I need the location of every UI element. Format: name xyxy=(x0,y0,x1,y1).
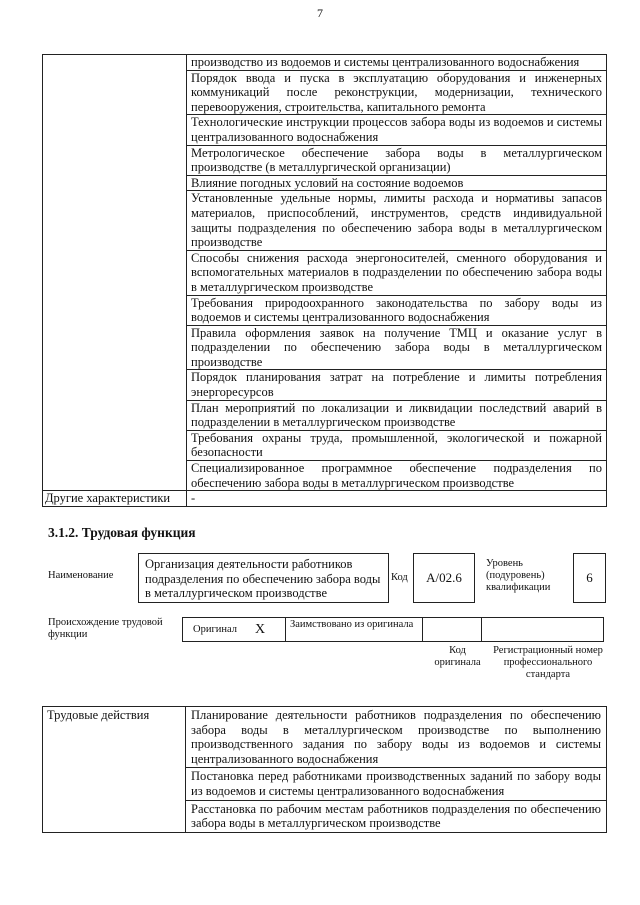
origin-borrowed-cell: Заимствовано из оригинала xyxy=(285,617,423,642)
code-label: Код xyxy=(391,572,408,583)
table-row: производство из водоемов и системы централизованного водоснабжения xyxy=(187,55,607,71)
other-characteristics-value: - xyxy=(187,491,607,507)
table-row: Специализированное программное обеспечение подразделения по обеспечению забора воды в металлургическом производстве xyxy=(187,461,607,491)
qualification-level-label: Уровень (подуровень) квалификации xyxy=(486,558,551,593)
original-label: Оригинал xyxy=(193,623,237,635)
table-row: Влияние погодных условий на состояние водоемов xyxy=(187,175,607,191)
label-cell-empty xyxy=(43,55,187,491)
origin-label: Происхождение трудовой функции xyxy=(48,617,163,640)
table-row: Порядок ввода и пуска в эксплуатацию оборудования и инженерных коммуникаций после реконструкции, модернизации, технического перевооружения, строительства, капитального ремонта xyxy=(187,70,607,115)
qualification-level-box: 6 xyxy=(573,553,606,603)
table-row: Технологические инструкции процессов забора воды из водоемов и системы централизованного водоснабжения xyxy=(187,115,607,145)
function-name-box: Организация деятельности работников подразделения по обеспечению забора воды в металлургическом производстве xyxy=(138,553,389,603)
table-row: Требования природоохранного законодательства по забору воды из водоемов и системы централизованного водоснабжения xyxy=(187,295,607,325)
table-row: Установленные удельные нормы, лимиты расхода и нормативы запасов материалов, приспособлений, инструментов, средств индивидуальной защиты подразделения по обеспечению забора воды в металлургическом производстве xyxy=(187,191,607,250)
origin-code-cell xyxy=(422,617,482,642)
knowledge-table xyxy=(42,54,607,507)
table-row: Порядок планирования затрат на потребление и лимиты потребления энергоресурсов xyxy=(187,370,607,400)
reg-number-caption: Регистрационный номер профессионального стандарта xyxy=(493,645,603,680)
table-row: Правила оформления заявок на получение ТМЦ и оказание услуг в подразделении по обеспечению забора воды в металлургическом производстве xyxy=(187,325,607,370)
code-value-box: A/02.6 xyxy=(413,553,475,603)
name-label: Наименование xyxy=(48,570,114,581)
page-number: 7 xyxy=(317,6,323,20)
table-row: Планирование деятельности работников подразделения по обеспечению забора воды в металлургическом производстве по выполнению производственного задания по забору воды из водоемов и системы централизованного водоснабжения xyxy=(186,707,607,768)
labor-actions-table xyxy=(42,706,607,833)
origin-grid xyxy=(182,617,606,642)
original-mark: X xyxy=(255,621,266,637)
origin-original-cell xyxy=(182,617,286,642)
table-row: Требования охраны труда, промышленной, экологической и пожарной безопасности xyxy=(187,430,607,460)
code-original-caption: Код оригинала xyxy=(434,645,481,668)
table-row: Метрологическое обеспечение забора воды в металлургическом производстве (в металлургической организации) xyxy=(187,145,607,175)
table-row: Постановка перед работниками производственных заданий по забору воды из водоемов и системы централизованного водоснабжения xyxy=(186,768,607,800)
table-row: Способы снижения расхода энергоносителей, сменного оборудования и вспомогательных материалов в подразделении по обеспечению забора воды в металлургическом производстве xyxy=(187,250,607,295)
section-title: 3.1.2. Трудовая функция xyxy=(48,525,196,540)
origin-reg-number-cell xyxy=(481,617,604,642)
labor-actions-label: Трудовые действия xyxy=(43,707,186,833)
table-row: Расстановка по рабочим местам работников подразделения по обеспечению забора воды в металлургическом производстве xyxy=(186,800,607,832)
other-characteristics-label: Другие характеристики xyxy=(43,491,187,507)
table-row: План мероприятий по локализации и ликвидации последствий аварий в подразделении в металлургическом производстве xyxy=(187,400,607,430)
